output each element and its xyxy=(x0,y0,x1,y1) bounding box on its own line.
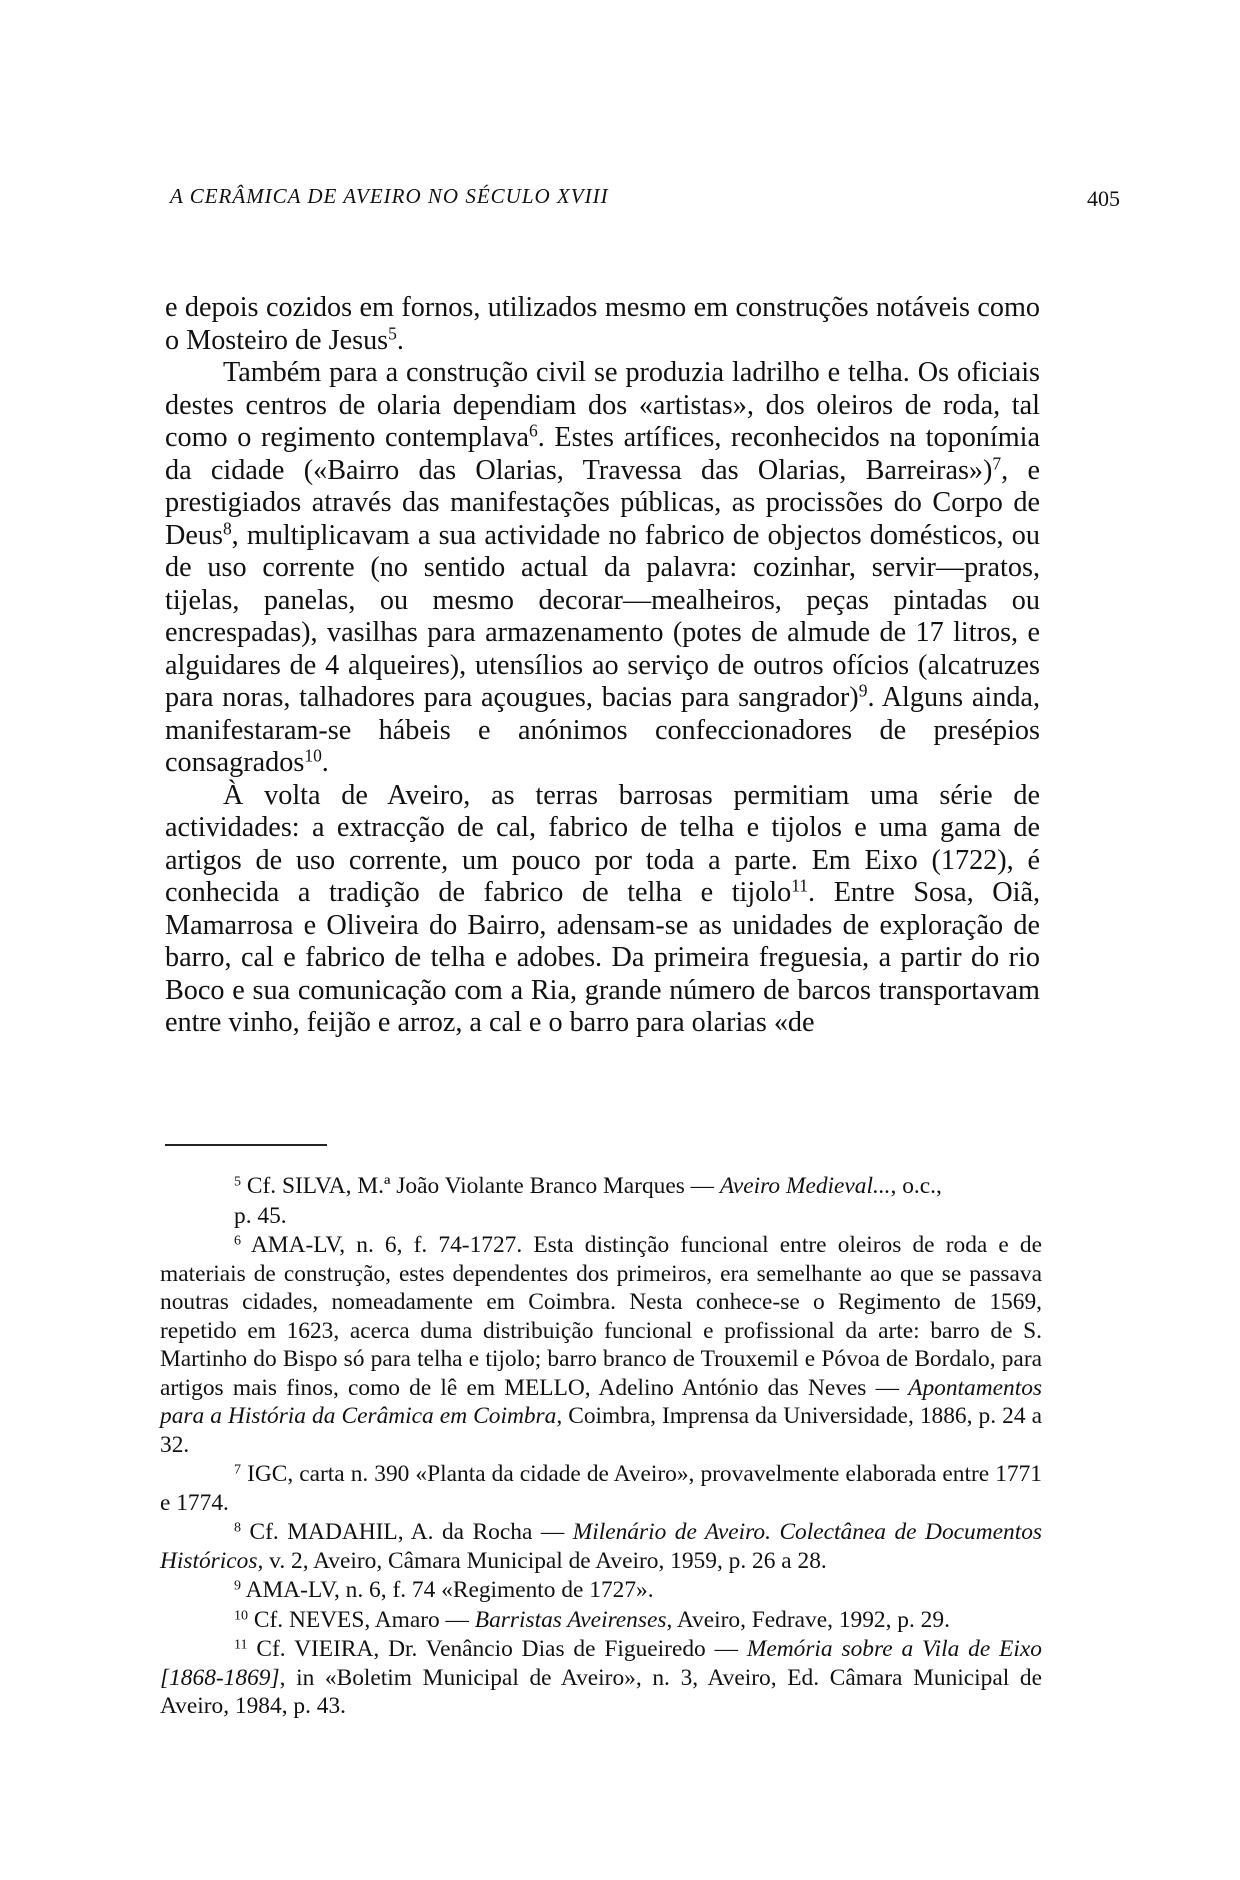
paragraph-2-text-e: . Alguns ainda, manifestaram-se hábeis e anónimos confeccionadores de presépios consagrados xyxy=(165,682,1040,778)
footnote-ref-9: 9 xyxy=(858,680,868,701)
footnote-11 xyxy=(160,1635,1042,1721)
footnote-5-page: p. 45. xyxy=(234,1202,287,1229)
footnote-ref-5: 5 xyxy=(388,322,397,343)
footnote-text: , Coimbra, Imprensa da Universidade, 1886, p. 24 a 32. xyxy=(160,1403,1042,1458)
footnote-ref-8: 8 xyxy=(222,517,232,538)
footnote-number: 10 xyxy=(234,1606,249,1623)
footnote-title: Milenário de Aveiro. Colectânea de Documentos Históricos xyxy=(160,1519,1042,1574)
footnote-6 xyxy=(160,1231,1042,1459)
footnote-separator xyxy=(165,1144,327,1146)
footnote-text: , o.c., xyxy=(890,1173,942,1199)
footnote-number: 9 xyxy=(234,1577,242,1594)
footnote-text: AMA-LV, n. 6, f. 74-1727. Esta distinção funcional entre oleiros de roda e de materiais de construção, estes dependentes dos primeiros, era semelhante ao que se passava noutras cidades, nomeadamente em Coimbra. Nesta conhece-se o Regimento de 1569, repetido em 1623, acerca duma distribuição funcional e profissional da arte: barro de S. Martinho do Bispo só para telha e tijolo; barro branco de Trouxemil e Póvoa de Bordalo, para artigos mais finos, como de lê em MELLO, Adelino António das Neves — xyxy=(160,1232,1043,1401)
footnote-ref-11: 11 xyxy=(791,875,809,896)
paragraph-2-text-b: . Estes artífices, reconhecidos na toponímia da cidade («Bairro das Olarias, Travessa das Olarias, Barreiras») xyxy=(165,422,1040,486)
footnote-ref-7: 7 xyxy=(992,452,1002,473)
paragraph-1-end: . xyxy=(396,324,404,356)
footnote-text: Cf. VIEIRA, Dr. Venâncio Dias de Figueiredo — xyxy=(256,1636,747,1662)
footnote-title: Aveiro Medieval... xyxy=(719,1173,891,1199)
paragraph-2-text-a: Também para a construção civil se produzia ladrilho e telha. Os oficiais destes centros de olaria dependiam dos «artistas», dos oleiros de roda, tal como o regimento contemplava xyxy=(165,357,1040,453)
paragraph-2-text-c: , e prestigiados através das manifestações públicas, as procissões do Corpo de Deus xyxy=(165,454,1040,551)
footnote-title: Apontamentos para a História da Cerâmica em Coimbra xyxy=(160,1374,1042,1429)
footnote-title: Memória sobre a Vila de Eixo [1868-1869] xyxy=(160,1636,1042,1691)
footnote-text: Cf. MADAHIL, A. da Rocha — xyxy=(249,1519,573,1545)
footnote-text: Cf. SILVA, M.ª João Violante Branco Marques — xyxy=(246,1173,720,1199)
footnote-10 xyxy=(160,1606,1042,1635)
footnote-9 xyxy=(160,1576,1042,1605)
footnote-text: Cf. NEVES, Amaro — xyxy=(253,1606,475,1633)
footnote-text: , in «Boletim Municipal de Aveiro», n. 3, Aveiro, Ed. Câmara Municipal de Aveiro, 1984, p. 43. xyxy=(160,1664,1042,1719)
footnote-8 xyxy=(160,1518,1042,1575)
paragraph-3 xyxy=(165,780,1040,1040)
footnote-number: 8 xyxy=(234,1519,242,1536)
running-header xyxy=(170,178,1120,218)
paragraph-2 xyxy=(165,357,1040,780)
footnotes xyxy=(160,1172,1042,1722)
footnote-number: 7 xyxy=(234,1461,242,1478)
footnote-ref-10: 10 xyxy=(304,745,322,766)
footnote-number: 11 xyxy=(234,1636,248,1653)
footnote-5 xyxy=(160,1172,1042,1201)
paragraph-3-text-b: . Entre Sosa, Oiã, Mamarrosa e Oliveira do Bairro, adensam-se as unidades de exploração de barro, cal e fabrico de telha e adobes. Da primeira freguesia, a partir do rio Boco e sua comunicação com a Ria, grande número de barcos transportavam entre vinho, feijão e arroz, a cal e o barro para olarias «de xyxy=(165,877,1040,1038)
page-number: 405 xyxy=(1087,186,1120,211)
body-text xyxy=(165,292,1040,1040)
footnote-text: , Aveiro, Fedrave, 1992, p. 29. xyxy=(666,1606,950,1633)
paragraph-3-text-a: À volta de Aveiro, as terras barrosas permitiam uma série de actividades: a extracção de cal, fabrico de telha e tijolos e uma gama de artigos de uso corrente, um pouco por toda a parte. Em Eixo (1722), é conhecida a tradição de fabrico de telha e tijolo xyxy=(165,779,1040,908)
footnote-text: AMA-LV, n. 6, f. 74 «Regimento de 1727». xyxy=(245,1577,654,1603)
footnote-ref-6: 6 xyxy=(528,420,538,441)
paragraph-2-text-d: , multiplicavam a sua actividade no fabrico de objectos domésticos, ou de uso corrente (no sentido actual da palavra: cozinhar, servir—pratos, tijelas, panelas, ou mesmo decorar—mealheiros, peças pintadas ou encrespadas), vasilhas para armazenamento (potes de almude de 17 litros, e alguidares de 4 alqueires), utensílios ao serviço de outros ofícios (alcatruzes para noras, talhadores para açougues, bacias para sangrador) xyxy=(165,519,1040,713)
footnote-text: , v. 2, Aveiro, Câmara Municipal de Aveiro, 1959, p. 26 a 28. xyxy=(257,1547,827,1574)
paragraph-2-end: . xyxy=(321,747,329,778)
footnote-text: IGC, carta n. 390 «Planta da cidade de Aveiro», provavelmente elaborada entre 1771 e 1774. xyxy=(160,1461,1042,1516)
running-title: A CERÂMICA DE AVEIRO NO SÉCULO XVIII xyxy=(170,184,609,208)
footnote-title: Barristas Aveirenses xyxy=(474,1606,667,1633)
footnote-7 xyxy=(160,1460,1042,1517)
paragraph-1 xyxy=(165,292,1040,357)
footnote-number: 6 xyxy=(234,1232,242,1249)
paragraph-1-text: e depois cozidos em fornos, utilizados mesmo em construções notáveis como o Mosteiro de Jesus xyxy=(165,292,1040,356)
footnote-number: 5 xyxy=(234,1173,242,1190)
